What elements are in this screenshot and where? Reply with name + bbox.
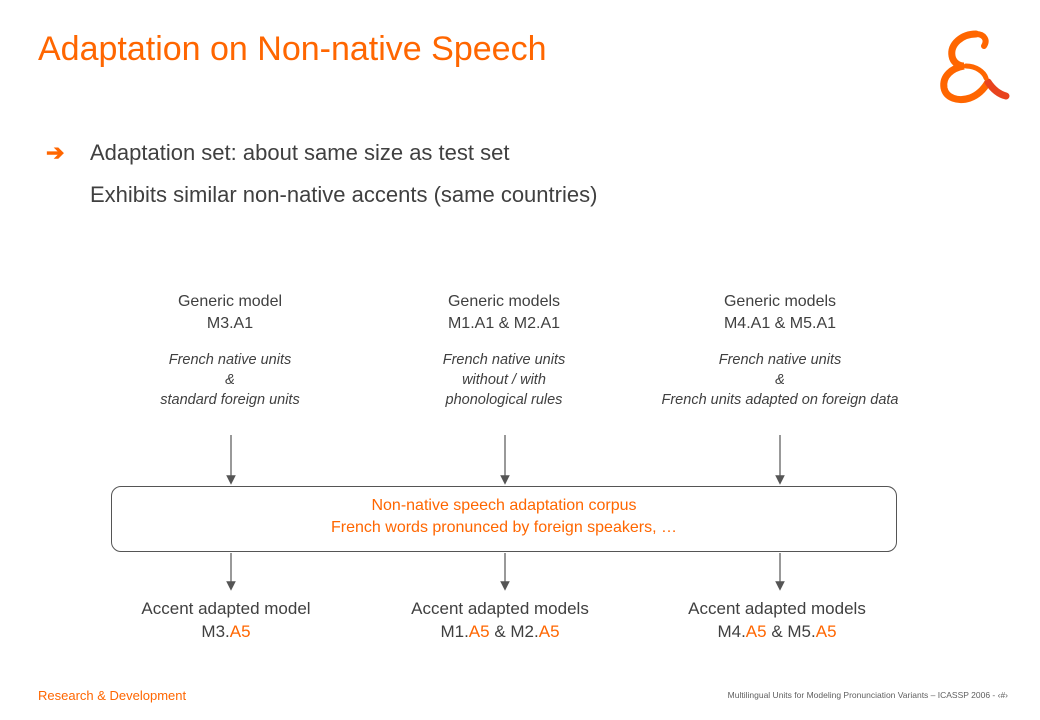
brand-logo-icon — [932, 26, 1012, 106]
adapted-model-output-1 — [111, 597, 341, 643]
generic-model-column-2 — [404, 291, 604, 411]
column-3-desc-line-1: French native units — [718, 352, 842, 368]
column-1-description — [130, 349, 330, 411]
column-2-title-line-1: Generic models — [447, 293, 561, 310]
output-2-separator: & — [489, 622, 511, 641]
adaptation-corpus-box — [111, 486, 897, 552]
corpus-line-1: Non-native speech adaptation corpus — [371, 497, 637, 514]
output-2-model-1: M1. — [440, 622, 469, 641]
generic-model-column-3 — [620, 291, 940, 411]
column-3-desc-line-2: & — [775, 372, 785, 388]
output-3-models — [662, 620, 892, 643]
output-3-adapt-2: A5 — [815, 622, 837, 641]
output-3-model-2: M5. — [787, 622, 816, 641]
output-3-model-1: M4. — [717, 622, 746, 641]
column-3-title-line-2: M4.A1 & M5.A1 — [723, 315, 837, 332]
output-2-adapt-2: A5 — [538, 622, 560, 641]
column-3-description — [620, 349, 940, 411]
output-3-adapt-1: A5 — [745, 622, 767, 641]
output-1-title: Accent adapted model — [141, 599, 311, 618]
output-2-adapt-1: A5 — [468, 622, 490, 641]
column-2-desc-line-1: French native units — [442, 352, 566, 368]
bullet-1-text: Adaptation set: about same size as test set — [90, 140, 510, 165]
output-2-model-2: M2. — [510, 622, 539, 641]
column-1-desc-line-2: & — [225, 372, 235, 388]
output-3-separator: & — [766, 622, 788, 641]
bullet-1-continuation: Exhibits similar non-native accents (same countries) — [90, 182, 598, 207]
adapted-model-output-2 — [385, 597, 615, 643]
corpus-line-2: French words pronunced by foreign speakers, … — [331, 519, 677, 536]
slide-title: Adaptation on Non-native Speech — [38, 30, 547, 68]
generic-model-column-1 — [130, 291, 330, 411]
column-1-title-line-2: M3.A1 — [206, 315, 254, 332]
column-1-title-line-1: Generic model — [177, 293, 283, 310]
column-2-title-line-2: M1.A1 & M2.A1 — [447, 315, 561, 332]
column-2-desc-line-3: phonological rules — [445, 392, 563, 408]
output-1-models — [111, 620, 341, 643]
arrow-right-icon: ➔ — [46, 140, 65, 165]
output-2-models — [385, 620, 615, 643]
output-3-title: Accent adapted models — [688, 599, 866, 618]
adapted-model-output-3 — [662, 597, 892, 643]
column-2-description — [404, 349, 604, 411]
column-3-title-line-1: Generic models — [723, 293, 837, 310]
output-1-adapt-1: A5 — [229, 622, 251, 641]
column-2-desc-line-2: without / with — [462, 372, 546, 388]
column-1-desc-line-1: French native units — [168, 352, 292, 368]
footer-department: Research & Development — [38, 688, 187, 703]
column-3-desc-line-3: French units adapted on foreign data — [661, 392, 899, 408]
output-1-model-1: M3. — [201, 622, 230, 641]
column-1-desc-line-3: standard foreign units — [160, 392, 300, 408]
footer-presentation-info: Multilingual Units for Modeling Pronunciation Variants – ICASSP 2006 - ‹#› — [727, 690, 1008, 700]
bullet-1 — [46, 140, 509, 166]
output-2-title: Accent adapted models — [411, 599, 589, 618]
